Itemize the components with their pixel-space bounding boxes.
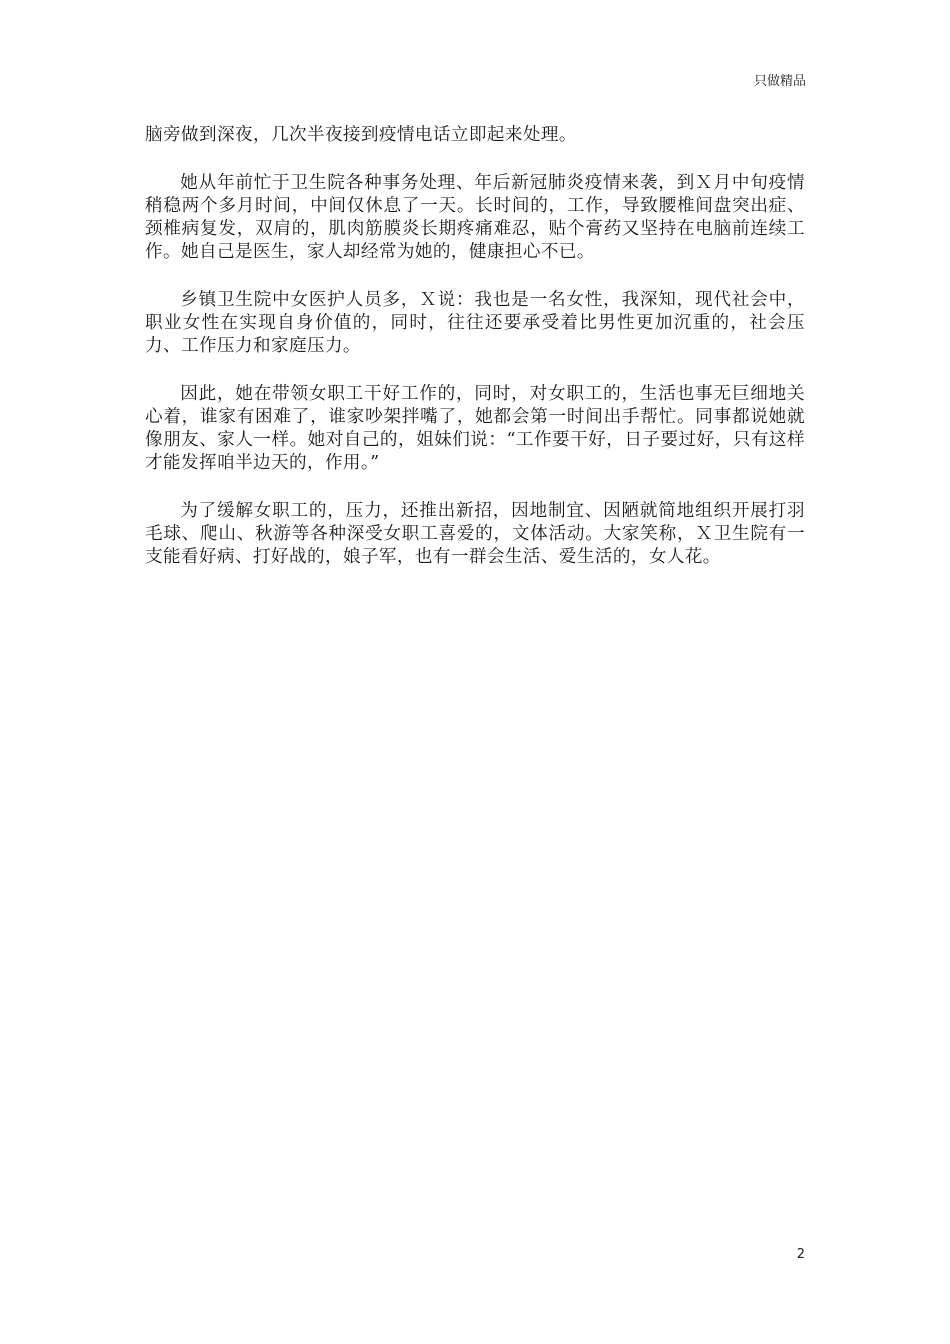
- header-tag: 只做精品: [753, 74, 806, 89]
- page-number: 2: [796, 1247, 805, 1262]
- paragraph: 因此，她在带领女职工干好工作的，同时，对女职工的，生活也事无巨细地关心着，谁家有困难了，谁家吵架拌嘴了，她都会第一时间出手帮忙。同事都说她就像朋友、家人一样。她对自己的，姐妹们说：“工作要干好，日子要过好，只有这样才能发挥咱半边天的，作用。”: [145, 384, 805, 473]
- document-body: [145, 124, 805, 594]
- paragraph: 为了缓解女职工的，压力，还推出新招，因地制宜、因陋就简地组织开展打羽毛球、爬山、秋游等各种深受女职工喜爱的，文体活动。大家笑称，Ｘ卫生院有一支能看好病、打好战的，娘子军，也有一群会生活、爱生活的，女人花。: [145, 501, 805, 567]
- paragraph: 她从年前忙于卫生院各种事务处理、年后新冠肺炎疫情来袭，到Ｘ月中旬疫情稍稳两个多月时间，中间仅休息了一天。长时间的，工作，导致腰椎间盘突出症、颈椎病复发，双肩的，肌肉筋膜炎长期疼痛难忍，贴个膏药又坚持在电脑前连续工作。她自己是医生，家人却经常为她的，健康担心不已。: [145, 173, 805, 262]
- paragraph-continued: 脑旁做到深夜，几次半夜接到疫情电话立即起来处理。: [145, 125, 577, 145]
- paragraph: 乡镇卫生院中女医护人员多，Ｘ说：我也是一名女性，我深知，现代社会中，职业女性在实现自身价值的，同时，往往还要承受着比男性更加沉重的，社会压力、工作压力和家庭压力。: [145, 290, 805, 356]
